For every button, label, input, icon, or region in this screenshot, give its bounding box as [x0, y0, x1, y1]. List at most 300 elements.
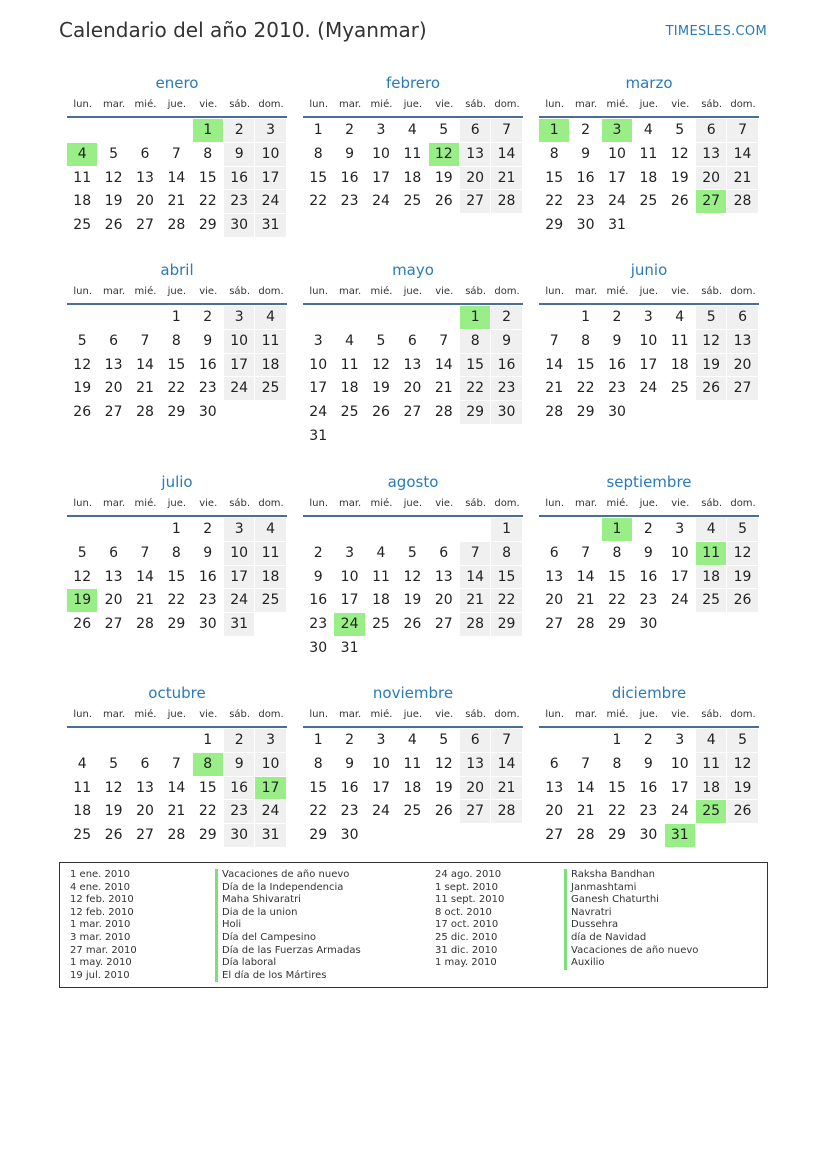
day-cell: 1 — [203, 732, 213, 748]
day-cell: 25 — [639, 193, 658, 210]
day-cell: 22 — [309, 193, 328, 210]
day-cell: 8 — [491, 542, 521, 565]
day-cell: 25 — [696, 589, 726, 612]
empty-cell — [98, 119, 128, 142]
weekday-label: jue. — [639, 286, 659, 297]
day-cell: 4 — [407, 122, 417, 138]
weekday-label: sáb. — [465, 498, 487, 509]
day-cell: 20 — [136, 193, 154, 210]
day-grid — [539, 119, 759, 238]
day-cell: 19 — [403, 592, 422, 609]
day-cell: 10 — [608, 145, 626, 162]
day-cell: 27 — [460, 190, 490, 213]
day-cell: 12 — [73, 568, 92, 585]
day-grid — [67, 306, 287, 425]
weekday-label: mar. — [102, 99, 126, 110]
day-cell: 9 — [224, 143, 254, 166]
day-cell: 30 — [198, 616, 217, 633]
day-cell: 2 — [643, 732, 653, 748]
day-cell: 4 — [255, 306, 285, 329]
empty-cell — [397, 518, 427, 541]
day-cell: 13 — [104, 356, 123, 373]
day-cell: 24 — [670, 803, 689, 820]
day-cell: 25 — [255, 589, 285, 612]
empty-cell — [98, 729, 128, 752]
day-cell: 28 — [727, 190, 757, 213]
day-cell: 18 — [670, 356, 689, 373]
day-cell: 19 — [696, 354, 726, 377]
day-cell: 5 — [376, 332, 386, 349]
day-cell: 22 — [198, 193, 217, 210]
brand-link[interactable]: TIMESLES.COM — [665, 24, 767, 39]
weekday-label: vie. — [671, 498, 690, 509]
weekday-label: sáb. — [465, 99, 487, 110]
legend-date: 1 may. 2010 — [435, 957, 497, 969]
weekday-label: sáb. — [229, 286, 251, 297]
day-cell: 22 — [460, 377, 490, 400]
day-cell: 6 — [460, 119, 490, 142]
legend-date: 19 jul. 2010 — [70, 969, 130, 981]
month-title: julio — [161, 473, 193, 491]
month-junio — [539, 260, 759, 425]
day-cell: 7 — [460, 542, 490, 565]
day-cell: 2 — [612, 309, 622, 325]
weekday-header — [67, 94, 287, 118]
holiday-day: 1 — [539, 119, 569, 142]
day-cell: 28 — [576, 827, 595, 844]
day-cell: 25 — [340, 404, 359, 421]
day-cell: 15 — [309, 779, 328, 796]
day-cell: 26 — [73, 404, 92, 421]
day-cell: 7 — [171, 145, 181, 162]
month-abril — [67, 260, 287, 425]
day-cell: 6 — [407, 332, 417, 349]
day-cell: 29 — [309, 827, 328, 844]
day-cell: 10 — [639, 332, 658, 349]
legend-holiday-name: Holi — [215, 919, 361, 932]
day-cell: 23 — [608, 380, 626, 397]
day-cell: 28 — [434, 404, 453, 421]
day-cell: 29 — [198, 827, 217, 844]
day-cell: 11 — [372, 568, 390, 585]
day-cell: 10 — [224, 542, 254, 565]
day-cell: 23 — [198, 592, 217, 609]
day-cell: 11 — [403, 145, 422, 162]
day-cell: 6 — [140, 755, 150, 772]
day-cell: 6 — [549, 544, 559, 561]
day-cell: 13 — [136, 779, 154, 796]
day-cell: 17 — [372, 169, 390, 186]
holiday-day: 8 — [193, 753, 223, 776]
day-cell: 30 — [309, 639, 328, 656]
weekday-label: dom. — [494, 286, 520, 297]
legend-dates-right — [435, 869, 504, 970]
day-cell: 16 — [608, 356, 626, 373]
day-cell: 30 — [340, 827, 359, 844]
month-marzo — [539, 73, 759, 238]
day-cell: 22 — [198, 803, 217, 820]
day-cell: 14 — [491, 143, 521, 166]
day-cell: 5 — [109, 145, 119, 162]
day-cell: 24 — [255, 190, 285, 213]
weekday-label: dom. — [494, 498, 520, 509]
day-cell: 21 — [491, 167, 521, 190]
day-cell: 9 — [203, 544, 213, 561]
legend-date: 1 mar. 2010 — [70, 919, 131, 931]
day-cell: 22 — [608, 803, 626, 820]
day-cell: 17 — [224, 354, 254, 377]
day-cell: 28 — [491, 800, 521, 823]
day-cell: 20 — [545, 592, 564, 609]
legend-date: 1 ene. 2010 — [70, 869, 130, 880]
day-cell: 23 — [639, 803, 658, 820]
day-cell: 2 — [581, 122, 591, 138]
day-cell: 27 — [727, 377, 757, 400]
legend-date: 1 may. 2010 — [70, 957, 132, 969]
day-cell: 13 — [460, 143, 490, 166]
day-cell: 26 — [696, 377, 726, 400]
day-cell: 25 — [403, 803, 422, 820]
weekday-label: sáb. — [465, 709, 487, 720]
day-cell: 20 — [727, 354, 757, 377]
day-cell: 29 — [608, 827, 626, 844]
day-cell: 15 — [491, 566, 521, 589]
weekday-label: mié. — [370, 498, 393, 509]
day-cell: 13 — [434, 568, 453, 585]
weekday-label: dom. — [730, 498, 756, 509]
weekday-header — [539, 704, 759, 728]
day-cell: 12 — [696, 330, 726, 353]
day-cell: 5 — [727, 518, 757, 541]
month-title: noviembre — [372, 684, 454, 702]
day-cell: 23 — [639, 592, 658, 609]
weekday-label: mar. — [102, 498, 126, 509]
weekday-label: dom. — [730, 709, 756, 720]
holiday-day: 1 — [193, 119, 223, 142]
legend-holiday-name: Día laboral — [215, 957, 361, 970]
day-cell: 25 — [670, 380, 689, 397]
weekday-label: mié. — [606, 99, 629, 110]
day-cell: 20 — [434, 592, 453, 609]
weekday-label: vie. — [435, 286, 454, 297]
legend-holiday-name: Día de la Independencia — [215, 882, 361, 895]
month-title: marzo — [625, 74, 673, 92]
weekday-header — [539, 493, 759, 517]
day-cell: 10 — [255, 753, 285, 776]
day-cell: 21 — [545, 380, 564, 397]
day-cell: 10 — [224, 330, 254, 353]
day-cell: 10 — [372, 755, 390, 772]
day-cell: 4 — [407, 732, 417, 748]
empty-cell — [539, 306, 569, 329]
day-cell: 14 — [167, 169, 186, 186]
legend-date: 24 ago. 2010 — [435, 869, 502, 880]
day-cell: 6 — [460, 729, 490, 752]
day-cell: 6 — [439, 544, 449, 561]
legend-holiday-name: Ganesh Chaturthi — [564, 894, 698, 907]
day-cell: 9 — [643, 755, 653, 772]
day-cell: 4 — [696, 518, 726, 541]
weekday-label: dom. — [494, 709, 520, 720]
day-cell: 29 — [608, 616, 626, 633]
legend-date: 31 dic. 2010 — [435, 944, 498, 956]
weekday-label: sáb. — [229, 99, 251, 110]
day-cell: 16 — [491, 354, 521, 377]
weekday-label: sáb. — [701, 709, 723, 720]
day-cell: 22 — [309, 803, 328, 820]
day-cell: 10 — [255, 143, 285, 166]
day-cell: 28 — [167, 827, 186, 844]
month-mayo — [303, 260, 523, 449]
day-cell: 16 — [198, 356, 217, 373]
weekday-label: jue. — [403, 99, 423, 110]
weekday-label: sáb. — [465, 286, 487, 297]
day-cell: 21 — [491, 777, 521, 800]
day-cell: 31 — [608, 217, 626, 234]
weekday-label: lun. — [545, 498, 565, 509]
holiday-day: 31 — [665, 824, 695, 847]
day-cell: 18 — [255, 566, 285, 589]
empty-cell — [429, 518, 459, 541]
day-cell: 14 — [545, 356, 564, 373]
weekday-label: jue. — [403, 286, 423, 297]
month-title: junio — [630, 261, 668, 279]
day-cell: 15 — [198, 779, 217, 796]
weekday-label: mié. — [606, 498, 629, 509]
day-cell: 2 — [224, 119, 254, 142]
weekday-label: dom. — [258, 99, 284, 110]
day-cell: 28 — [545, 404, 564, 421]
day-cell: 21 — [576, 803, 595, 820]
day-cell: 11 — [255, 330, 285, 353]
empty-cell — [366, 306, 396, 329]
month-title: mayo — [392, 261, 434, 279]
day-cell: 10 — [670, 755, 689, 772]
day-cell: 15 — [608, 779, 626, 796]
day-cell: 6 — [109, 544, 119, 561]
day-cell: 28 — [136, 404, 154, 421]
day-cell: 30 — [639, 616, 658, 633]
legend-date: 12 feb. 2010 — [70, 906, 134, 918]
day-cell: 2 — [203, 521, 213, 537]
day-cell: 26 — [372, 404, 390, 421]
day-cell: 26 — [670, 193, 689, 210]
day-cell: 5 — [77, 332, 87, 349]
day-cell: 27 — [460, 800, 490, 823]
weekday-label: sáb. — [229, 709, 251, 720]
weekday-label: mar. — [338, 709, 362, 720]
day-cell: 14 — [434, 356, 453, 373]
weekday-label: vie. — [199, 498, 218, 509]
legend-names-right — [564, 869, 698, 970]
day-cell: 1 — [491, 518, 521, 541]
empty-cell — [570, 518, 600, 541]
month-enero — [67, 73, 287, 238]
day-cell: 8 — [612, 755, 622, 772]
legend-date: 11 sept. 2010 — [435, 894, 505, 906]
day-cell: 6 — [696, 119, 726, 142]
weekday-label: vie. — [671, 99, 690, 110]
legend-holiday-name: Dussehra — [564, 919, 698, 932]
day-cell: 8 — [581, 332, 591, 349]
day-cell: 5 — [696, 306, 726, 329]
day-cell: 12 — [104, 169, 123, 186]
weekday-label: vie. — [435, 498, 454, 509]
day-cell: 19 — [727, 566, 757, 589]
day-cell: 7 — [140, 332, 150, 349]
day-cell: 19 — [727, 777, 757, 800]
day-cell: 20 — [136, 803, 154, 820]
weekday-label: mar. — [574, 498, 598, 509]
day-cell: 23 — [576, 193, 595, 210]
empty-cell — [130, 119, 160, 142]
day-cell: 6 — [140, 145, 150, 162]
weekday-header — [303, 281, 523, 305]
day-cell: 25 — [372, 616, 390, 633]
weekday-label: sáb. — [229, 498, 251, 509]
day-cell: 24 — [309, 404, 328, 421]
empty-cell — [67, 306, 97, 329]
day-cell: 2 — [224, 729, 254, 752]
legend-holiday-name: Navratri — [564, 907, 698, 920]
day-cell: 7 — [581, 544, 591, 561]
day-cell: 9 — [581, 145, 591, 162]
day-cell: 17 — [224, 566, 254, 589]
day-cell: 19 — [73, 380, 92, 397]
day-cell: 5 — [407, 544, 417, 561]
empty-cell — [161, 729, 191, 752]
day-cell: 14 — [727, 143, 757, 166]
day-cell: 2 — [313, 544, 323, 561]
day-cell: 11 — [670, 332, 689, 349]
day-cell: 1 — [171, 521, 181, 537]
weekday-label: lun. — [73, 498, 93, 509]
day-cell: 15 — [545, 169, 564, 186]
day-cell: 3 — [675, 521, 685, 537]
legend-holiday-name: Vacaciones de año nuevo — [564, 945, 698, 958]
legend-holiday-name: Auxilio — [564, 957, 698, 970]
day-cell: 5 — [439, 122, 449, 138]
day-cell: 19 — [104, 193, 123, 210]
weekday-label: mar. — [338, 286, 362, 297]
day-cell: 11 — [639, 145, 658, 162]
day-cell: 22 — [576, 380, 595, 397]
day-cell: 23 — [198, 380, 217, 397]
day-grid — [303, 518, 523, 661]
day-cell: 2 — [643, 521, 653, 537]
day-cell: 18 — [372, 592, 390, 609]
day-cell: 12 — [372, 356, 390, 373]
day-cell: 28 — [136, 616, 154, 633]
day-cell: 3 — [255, 119, 285, 142]
weekday-label: mar. — [574, 286, 598, 297]
empty-cell — [130, 306, 160, 329]
day-cell: 16 — [224, 167, 254, 190]
legend-holiday-name: Maha Shivaratri — [215, 894, 361, 907]
day-cell: 8 — [549, 145, 559, 162]
weekday-label: vie. — [199, 709, 218, 720]
day-cell: 23 — [309, 616, 328, 633]
day-cell: 20 — [104, 592, 123, 609]
day-cell: 9 — [203, 332, 213, 349]
day-cell: 27 — [136, 217, 154, 234]
day-cell: 29 — [545, 217, 564, 234]
weekday-label: mié. — [370, 709, 393, 720]
month-agosto — [303, 472, 523, 661]
page-title: Calendario del año 2010. (Myanmar) — [59, 18, 427, 42]
weekday-label: lun. — [73, 286, 93, 297]
day-cell: 20 — [104, 380, 123, 397]
day-cell: 1 — [171, 309, 181, 325]
weekday-header — [67, 704, 287, 728]
weekday-header — [67, 493, 287, 517]
legend-date: 25 dic. 2010 — [435, 931, 498, 943]
day-cell: 17 — [639, 356, 658, 373]
day-cell: 31 — [224, 613, 254, 636]
day-cell: 18 — [340, 380, 359, 397]
day-cell: 15 — [460, 354, 490, 377]
day-cell: 18 — [696, 566, 726, 589]
empty-cell — [98, 306, 128, 329]
day-cell: 18 — [73, 803, 92, 820]
day-cell: 21 — [167, 803, 186, 820]
weekday-label: jue. — [639, 498, 659, 509]
holiday-day: 4 — [67, 143, 97, 166]
weekday-label: jue. — [167, 286, 187, 297]
day-cell: 29 — [491, 613, 521, 636]
day-cell: 17 — [372, 779, 390, 796]
day-cell: 16 — [340, 779, 359, 796]
weekday-label: mar. — [338, 99, 362, 110]
day-cell: 18 — [403, 779, 422, 796]
weekday-label: vie. — [199, 99, 218, 110]
day-cell: 8 — [612, 544, 622, 561]
day-cell: 31 — [340, 639, 359, 656]
day-cell: 8 — [203, 145, 213, 162]
day-cell: 3 — [313, 332, 323, 349]
day-cell: 10 — [372, 145, 390, 162]
day-cell: 24 — [639, 380, 658, 397]
day-cell: 14 — [576, 568, 595, 585]
legend-date: 12 feb. 2010 — [70, 894, 134, 906]
weekday-label: jue. — [403, 709, 423, 720]
day-cell: 27 — [434, 616, 453, 633]
day-cell: 31 — [255, 214, 285, 237]
day-cell: 24 — [372, 193, 390, 210]
day-cell: 25 — [255, 377, 285, 400]
day-cell: 13 — [545, 779, 564, 796]
empty-cell — [334, 306, 364, 329]
day-cell: 4 — [376, 544, 386, 561]
day-cell: 2 — [345, 732, 355, 748]
day-cell: 4 — [77, 755, 87, 772]
day-cell: 25 — [403, 193, 422, 210]
weekday-label: mié. — [370, 99, 393, 110]
empty-cell — [161, 119, 191, 142]
weekday-label: vie. — [671, 709, 690, 720]
legend-date: 27 mar. 2010 — [70, 944, 137, 956]
legend-holiday-name: Dia de la union — [215, 907, 361, 920]
day-cell: 23 — [224, 800, 254, 823]
month-title: abril — [160, 261, 194, 279]
day-cell: 4 — [255, 518, 285, 541]
day-cell: 23 — [340, 193, 359, 210]
day-cell: 7 — [549, 332, 559, 349]
month-title: agosto — [387, 473, 439, 491]
day-cell: 7 — [171, 755, 181, 772]
day-cell: 9 — [313, 568, 323, 585]
empty-cell — [334, 518, 364, 541]
